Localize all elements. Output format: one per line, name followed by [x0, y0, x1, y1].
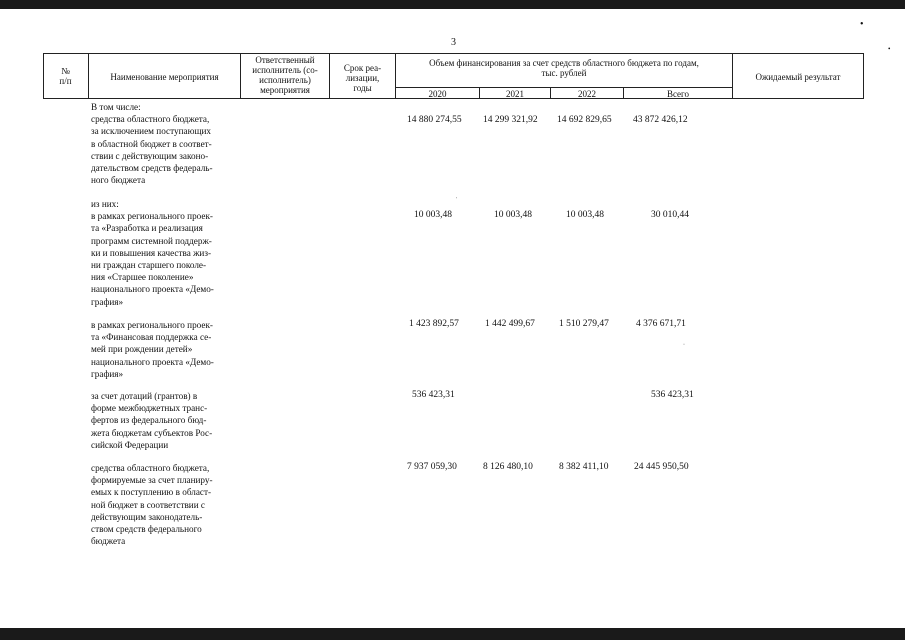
value-total: 536 423,31	[651, 390, 694, 400]
header-year-2021: 2021	[506, 89, 524, 99]
header-name: Наименование мероприятия	[110, 72, 219, 82]
value-2022: 14 692 829,65	[557, 115, 612, 125]
scan-speck: '	[456, 197, 458, 203]
row-description: в рамках регионального проек- та «Финансовая поддержка се- мей при рождении детей» национального проекта «Демо- графия»	[91, 320, 214, 379]
header-term: Срок реа- лизации, годы	[343, 63, 382, 93]
value-2021: 8 126 480,10	[483, 462, 533, 472]
header-total: Всего	[666, 89, 690, 99]
value-total: 43 872 426,12	[633, 115, 688, 125]
scan-speck: •	[888, 45, 891, 53]
header-top-rule	[43, 53, 864, 54]
value-2020: 1 423 892,57	[409, 319, 459, 329]
header-col-rule	[863, 53, 864, 99]
row-description: средства областного бюджета, формируемые за счет планиру- емых к поступлению в област- ной бюджет в соответствии с действующим законодатель- ством средств федерального бюджета	[91, 463, 213, 547]
value-2022: 1 510 279,47	[559, 319, 609, 329]
header-year-2022: 2022	[578, 89, 596, 99]
header-year-2020: 2020	[428, 89, 447, 99]
row-description: В том числе: средства областного бюджета, за исключением поступающих в областной бюджет в соответ- ствии с действующим законо- дательством средств федераль- ного бюджета	[91, 102, 213, 186]
value-2020: 14 880 274,55	[407, 115, 462, 125]
value-total: 30 010,44	[651, 210, 689, 220]
value-2022: 8 382 411,10	[559, 462, 609, 472]
value-2020: 7 937 059,30	[407, 462, 457, 472]
scan-speck: •	[860, 19, 864, 30]
header-funding: Объем финансирования за счет средств областного бюджета по годам, тыс. рублей	[429, 58, 699, 78]
value-2021: 1 442 499,67	[485, 319, 535, 329]
header-num: № п/п	[59, 66, 72, 86]
header-result: Ожидаемый результат	[755, 72, 841, 82]
row-description: за счет дотаций (грантов) в форме межбюджетных транс- фертов из федерального бюд- жета бюджетам субъектов Рос- сийской Федерации	[91, 391, 213, 450]
value-total: 24 445 950,50	[634, 462, 689, 472]
value-total: 4 376 671,71	[636, 319, 686, 329]
scan-bottom-border	[0, 628, 905, 640]
value-2022: 10 003,48	[566, 210, 604, 220]
header-executor: Ответственный исполнитель (со- исполнитель) мероприятия	[252, 55, 318, 95]
value-2020: 536 423,31	[412, 390, 455, 400]
scan-top-border	[0, 0, 905, 9]
page-number: 3	[451, 37, 456, 48]
row-description: из них: в рамках регионального проек- та «Разработка и реализация программ системной поддерж- ки и повышения качества жиз- ни граждан старшего поколе- ния «Старшее поколение» национального проекта «Демо- графия»	[91, 199, 214, 307]
value-2021: 10 003,48	[494, 210, 532, 220]
value-2020: 10 003,48	[414, 210, 452, 220]
header-years-rule	[395, 87, 732, 88]
value-2021: 14 299 321,92	[483, 115, 538, 125]
table-header	[43, 53, 864, 99]
scan-speck: ·	[683, 342, 685, 348]
